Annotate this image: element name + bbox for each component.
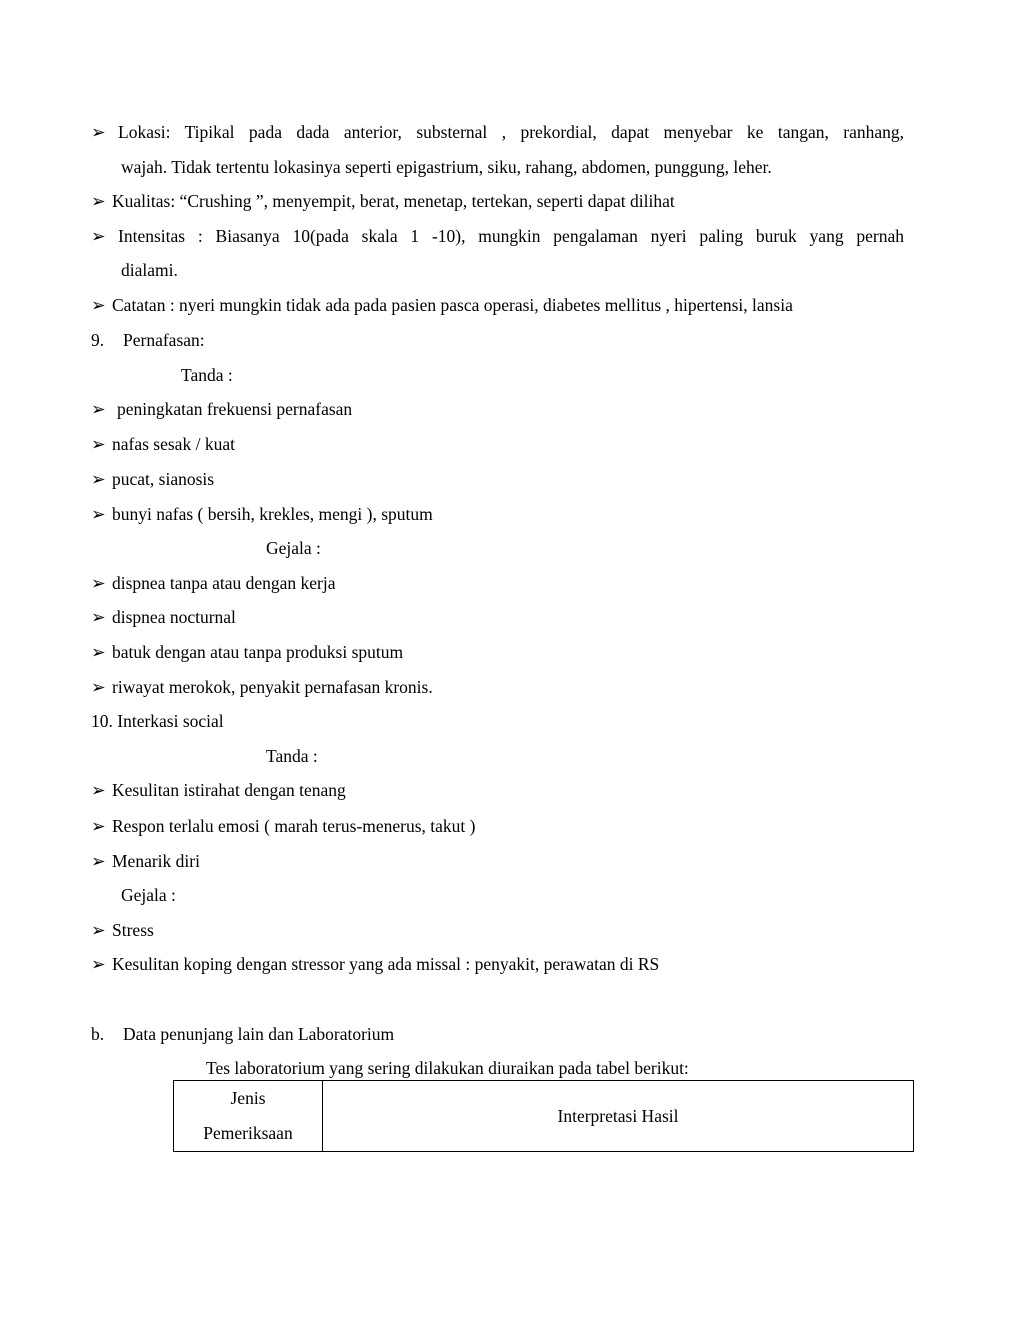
bullet-icon: ➢ bbox=[91, 920, 106, 940]
section-10-gejala-label: Gejala : bbox=[121, 885, 176, 905]
bullet-icon: ➢ bbox=[91, 851, 106, 871]
list-item: Menarik diri bbox=[112, 851, 200, 871]
kualitas-text: Kualitas: “Crushing ”, menyempit, berat, menetap, tertekan, seperti dapat dilihat bbox=[112, 191, 675, 211]
list-item: Respon terlalu emosi ( marah terus-menerus, takut ) bbox=[112, 816, 476, 836]
section-b-title: Data penunjang lain dan Laboratorium bbox=[123, 1024, 395, 1044]
table-header-row bbox=[174, 1081, 914, 1152]
table-header-interpretasi-hasil: Interpretasi Hasil bbox=[323, 1081, 914, 1152]
bullet-icon: ➢ bbox=[91, 122, 106, 142]
intensitas-line-2: dialami. bbox=[121, 260, 178, 280]
list-item: riwayat merokok, penyakit pernafasan kronis. bbox=[112, 677, 433, 697]
bullet-icon: ➢ bbox=[91, 434, 106, 454]
section-b-intro: Tes laboratorium yang sering dilakukan diuraikan pada tabel berikut: bbox=[206, 1058, 689, 1078]
bullet-icon: ➢ bbox=[91, 469, 106, 489]
table-header-jenis-pemeriksaan bbox=[174, 1081, 323, 1152]
bullet-icon: ➢ bbox=[91, 607, 106, 627]
section-9-gejala-label: Gejala : bbox=[266, 538, 321, 558]
list-item: nafas sesak / kuat bbox=[112, 434, 235, 454]
bullet-icon: ➢ bbox=[91, 191, 106, 211]
catatan-text: Catatan : nyeri mungkin tidak ada pada pasien pasca operasi, diabetes mellitus , hipertensi, lansia bbox=[112, 295, 793, 315]
lokasi-line-1: Lokasi: Tipikal pada dada anterior, substernal , prekordial, dapat menyebar ke tangan, ranhang, bbox=[118, 122, 904, 142]
section-9-tanda-label: Tanda : bbox=[181, 365, 233, 385]
list-item: Kesulitan istirahat dengan tenang bbox=[112, 780, 346, 800]
lab-table bbox=[173, 1080, 914, 1152]
list-item: Stress bbox=[112, 920, 154, 940]
bullet-icon: ➢ bbox=[91, 954, 106, 974]
bullet-icon: ➢ bbox=[91, 295, 106, 315]
bullet-icon: ➢ bbox=[91, 677, 106, 697]
lokasi-line-2: wajah. Tidak tertentu lokasinya seperti epigastrium, siku, rahang, abdomen, punggung, leher. bbox=[121, 157, 772, 177]
table-header-line: Pemeriksaan bbox=[203, 1123, 293, 1143]
bullet-icon: ➢ bbox=[91, 226, 106, 246]
section-10-title: 10. Interkasi social bbox=[91, 711, 224, 731]
list-item: Kesulitan koping dengan stressor yang ada missal : penyakit, perawatan di RS bbox=[112, 954, 660, 974]
list-item: dispnea nocturnal bbox=[112, 607, 236, 627]
section-9-number: 9. bbox=[91, 330, 105, 350]
list-item: peningkatan frekuensi pernafasan bbox=[117, 399, 353, 419]
section-9-title: Pernafasan: bbox=[123, 330, 205, 350]
bullet-icon: ➢ bbox=[91, 780, 106, 800]
bullet-icon: ➢ bbox=[91, 504, 106, 524]
section-10-tanda-label: Tanda : bbox=[266, 746, 318, 766]
list-item: dispnea tanpa atau dengan kerja bbox=[112, 573, 336, 593]
bullet-icon: ➢ bbox=[91, 642, 106, 662]
list-item: bunyi nafas ( bersih, krekles, mengi ), sputum bbox=[112, 504, 433, 524]
intensitas-line-1: Intensitas : Biasanya 10(pada skala 1 -10), mungkin pengalaman nyeri paling buruk yang pernah bbox=[118, 226, 904, 246]
list-item: pucat, sianosis bbox=[112, 469, 215, 489]
section-b-letter: b. bbox=[91, 1024, 105, 1044]
list-item: batuk dengan atau tanpa produksi sputum bbox=[112, 642, 404, 662]
table-header-line: Jenis bbox=[230, 1088, 266, 1108]
bullet-icon: ➢ bbox=[91, 816, 106, 836]
bullet-icon: ➢ bbox=[91, 573, 106, 593]
bullet-icon: ➢ bbox=[91, 399, 106, 419]
